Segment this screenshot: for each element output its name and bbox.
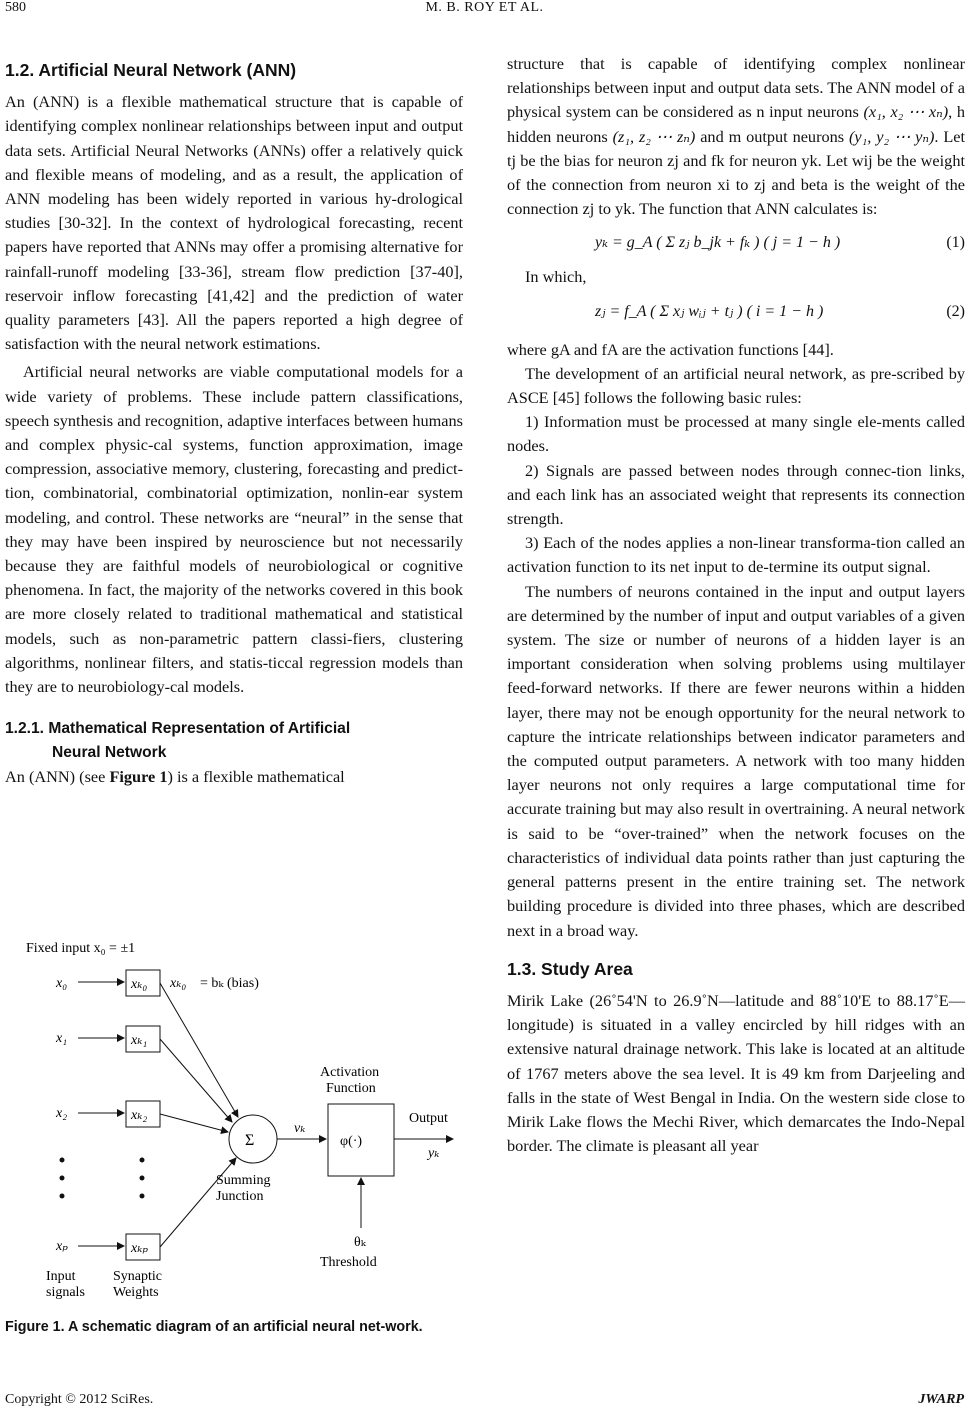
activation-label-2: Function: [326, 1081, 376, 1096]
running-head: M. B. ROY ET AL.: [425, 0, 544, 15]
bias-symbol: xₖ₀: [170, 976, 187, 991]
right-para1-text-c: and m output neurons: [700, 126, 845, 146]
subsection-title-line1: 1.2.1. Mathematical Representation of Artificial: [5, 720, 351, 738]
left-column: [5, 52, 463, 789]
weight-arrow-2: [160, 1114, 228, 1132]
hidden-neuron-vector: (z₁, z₂ ⋯ zₙ): [612, 126, 696, 146]
fixed-input-label: Fixed input x₀ = ±1: [26, 941, 136, 956]
weight-arrow-0: [160, 983, 238, 1117]
activation-label-1: Activation: [320, 1065, 380, 1080]
footer-copyright: Copyright © 2012 SciRes.: [5, 1392, 154, 1407]
equation-1-formula: yₖ = g_A ( Σ zⱼ b_jk + fₖ ) ( j = 1 − h ): [595, 234, 841, 252]
right-paragraph-2: where gA and fA are the activation functions [44].: [507, 339, 834, 359]
section-title-study-area: 1.3. Study Area: [507, 958, 633, 979]
input-xp: xₚ: [56, 1239, 68, 1254]
weight-label-0: xₖ₀: [131, 977, 148, 992]
sum-symbol: Σ: [245, 1132, 255, 1149]
subsection-title: [5, 717, 463, 765]
equation-2-formula: zⱼ = f_A ( Σ xⱼ wᵢⱼ + tⱼ ) ( i = 1 − h ): [595, 302, 824, 320]
input-x0: x₀: [56, 976, 68, 991]
weight-arrow-1: [160, 1039, 232, 1122]
right-para1-text-d: . Let tj be the bias for neuron zj and fk for neuron yk. Let wij be the weight of the connection from neuron xi to zj and beta is the weight of the connection zj to yk. The function that ANN calculates is:: [507, 126, 966, 219]
synaptic-weights-label-1: Synaptic: [113, 1269, 162, 1284]
rule-1: 1) Information must be processed at many single ele-ments called nodes.: [507, 412, 965, 456]
weight-label-p: xₖₚ: [131, 1241, 148, 1256]
ellipsis-dots: [60, 1158, 145, 1199]
synaptic-weights-label-2: Weights: [113, 1285, 159, 1300]
in-which-text: In which,: [525, 267, 587, 287]
input-neuron-vector: (x₁, x₂ ⋯ xₙ): [863, 102, 949, 122]
right-paragraph-5: Mirik Lake (26˚54'N to 26.9˚N—latitude and 88˚10'E to 88.17˚E—longitude) is situated in a valley encircled by hill ridges with an extensive natural drainage network. This lake is located at an altitude of 1767 meters above the sea level. It is 49 km from Darjeeling and falls in the state of West Bengal in India. On the western side close to Mirik Lake flows the Mechi River, which demarcates the Indo-Nepal border. The climate is pleasant all year: [507, 990, 965, 1156]
output-neuron-vector: (y₁, y₂ ⋯ yₙ): [849, 126, 935, 146]
equation-2-number: (2): [946, 302, 965, 320]
input-signals-label-2: signals: [46, 1285, 85, 1300]
figure-caption: Figure 1. A schematic diagram of an artificial neural net-work.: [5, 1319, 423, 1335]
right-paragraph-1: [507, 52, 965, 221]
threshold-label: Threshold: [320, 1255, 377, 1270]
theta-label: θₖ: [354, 1235, 366, 1250]
summing-label-2: Junction: [216, 1189, 264, 1204]
right-para1-text-b: , h hidden neurons: [507, 102, 966, 146]
right-column: [507, 52, 965, 1158]
right-paragraph-4: The numbers of neurons contained in the input and output layers are determined by the number of input and output variables of a given system. The size or number of neurons of a hidden layer is an important consideration when solving problems using multilayer feed-forward networks. If there are fewer neurons within a hidden layer, there may not be enough opportunity for the neural network to capture the intricate relationships between indicator parameters and the computed output parameters. A network with too many hidden layer neurons not only requires a large computational time for accurate training but may also result in overtraining. A neural network is said to be “over-trained” when the network focuses on the characteristics of individual data points rather than just capturing the general patterns present in the entire training set. The network building procedure is divided into three phases, which are described next in a broad way.: [507, 581, 965, 940]
right-para1-text: structure that is capable of identifying complex nonlinear relationships between input and output data sets. The ANN model of a physical system can be considered as n input neurons: [507, 54, 965, 122]
weight-label-1: xₖ₁: [131, 1033, 148, 1048]
phi-label: φ(·): [340, 1134, 363, 1149]
ann-paragraph-3: [5, 765, 463, 789]
output-label: Output: [409, 1111, 448, 1126]
equation-1: [507, 221, 965, 265]
section-title-ann: 1.2. Artificial Neural Network (ANN): [5, 60, 297, 80]
equation-2: [507, 290, 965, 334]
input-x2: x₂: [56, 1106, 68, 1121]
yk-label: yₖ: [428, 1146, 440, 1161]
vk-label: vₖ: [294, 1121, 306, 1136]
weight-label-2: xₖ₂: [131, 1108, 148, 1123]
page-number: 580: [5, 0, 26, 15]
ann-paragraph-2: Artificial neural networks are viable computational models for a wide variety of problems. These include pattern classifications, speech synthesis and recognition, adaptive interfaces between humans and complex physic-cal systems, function approximation, image compression, associative memory, clustering, forecasting and predict-tion, combinatorial, combinatorial optimization, nonlin-ear system modeling, and control. These networks are “neural” in the sense that they may have been inspired by neuroscience but not necessarily because they are faithful models of neurobiological or cognitive phenomena. In fact, the majority of the networks covered in this book are more closely related to traditional mathematical and statistical models, such as non-parametric pattern classi-fiers, clustering algorithms, nonlinear filters, and statis-ticcal regression models than they are to neurobiology-cal models.: [5, 362, 463, 697]
input-signals-label-1: Input: [46, 1269, 76, 1284]
subsection-title-line2: Neural Network: [52, 744, 167, 762]
equation-1-number: (1): [946, 234, 965, 252]
figure-reference-link[interactable]: Figure 1: [109, 767, 168, 787]
ann-paragraph-1: An (ANN) is a flexible mathematical structure that is capable of identifying complex nonlinear relationships between input and output data sets. Artificial Neural Networks (ANNs) offer a relatively quick and flexible means of modeling, and as a result, the application of ANN modeling has been widely reported in various hy-drological studies [30-32]. In the context of hydrological forecasting, recent papers have reported that ANNs may offer a promising alternative for rainfall-runoff modeling [33-36], stream flow prediction [37-40], reservoir inflow forecasting [41,42] and the prediction of water quality parameters [43]. All the papers reported a high degree of satisfaction with the neural network estimations.: [5, 92, 463, 354]
para3-text-b: ) is a flexible mathematical: [167, 767, 345, 787]
rule-2: 2) Signals are passed between nodes through connec-tion links, and each link has an associated weight that represents its connection strength.: [507, 460, 965, 529]
para3-text-a: An (ANN) (see: [5, 767, 110, 787]
input-x1: x₁: [56, 1031, 68, 1046]
right-paragraph-3: The development of an artificial neural network, as pre-scribed by ASCE [45] follows the following basic rules:: [507, 363, 965, 408]
summing-label-1: Summing: [216, 1173, 271, 1188]
rule-3: 3) Each of the nodes applies a non-linear transforma-tion called an activation function to its net input to de-termine its output signal.: [507, 533, 965, 577]
footer-journal: JWARP: [918, 1392, 964, 1407]
ann-schematic-figure: [18, 932, 463, 1302]
bias-label: = bₖ (bias): [200, 976, 259, 991]
